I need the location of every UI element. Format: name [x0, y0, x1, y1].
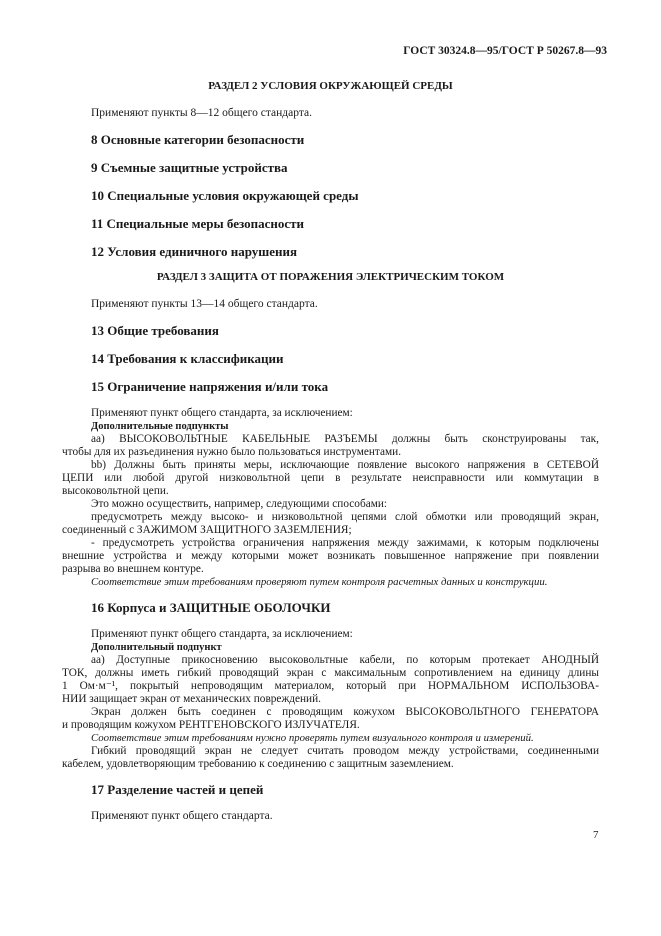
- clause-15-bb-line-2: ЦЕПИ или любой другой низковольтной цепи в результате неисправности или коммутации в: [62, 472, 599, 484]
- heading-11: 11 Специальные меры безопасности: [91, 216, 305, 231]
- clause-15-bb-line-3: высоковольтной цепи.: [62, 485, 169, 497]
- clause-16-screen-line-1: Экран должен быть соединен с проводящим кожухом ВЫСОКОВОЛЬТНОГО ГЕНЕРАТОРА: [91, 706, 599, 718]
- clause-15-aa-line-2: чтобы для их разъединения нужно было пользоваться инструментами.: [62, 446, 402, 458]
- heading-15: 15 Ограничение напряжения и/или тока: [91, 379, 329, 394]
- clause-16-aa-line-3: 1 Ом·м⁻¹, покрытый непроводящим материалом, который при НОРМАЛЬНОМ ИСПОЛЬЗОВА-: [62, 680, 599, 692]
- page-header: ГОСТ 30324.8—95/ГОСТ Р 50267.8—93: [403, 45, 607, 57]
- clause-16-aa-line-4: НИИ защищает экран от механических повреждений.: [62, 693, 321, 705]
- clause-16-screen-line-2: и проводящим кожухом РЕНТГЕНОВСКОГО ИЗЛУЧАТЕЛЯ.: [62, 719, 360, 731]
- clause-15-way-2-line-3: разрыва во внешнем контуре.: [62, 563, 204, 575]
- clause-16-aa-line-2: ТОК, должны иметь гибкий проводящий экран с максимальным сопротивлением на единицу длины: [62, 667, 599, 679]
- heading-8: 8 Основные категории безопасности: [91, 132, 305, 147]
- clause-15-way-1-line-1: предусмотреть между высоко- и низковольтной цепями слой обмотки или проводящий экран,: [91, 511, 599, 523]
- clause-16-flex-line-2: кабелем, удовлетворяющим требованию к соединению с защитным заземлением.: [62, 758, 454, 770]
- page-number: 7: [593, 829, 599, 841]
- clause-15-way-2-line-1: - предусмотреть устройства ограничения напряжения между зажимами, к которым подключены: [91, 537, 599, 549]
- clause-17-intro: Применяют пункт общего стандарта.: [91, 810, 273, 822]
- heading-16: 16 Корпуса и ЗАЩИТНЫЕ ОБОЛОЧКИ: [91, 600, 331, 615]
- clause-15-subclause-label: Дополнительные подпункты: [91, 421, 229, 432]
- section-2-intro: Применяют пункты 8—12 общего стандарта.: [91, 107, 312, 119]
- clause-16-subclause-label: Дополнительный подпункт: [91, 642, 222, 653]
- clause-15-bb-line-1: bb) Должны быть приняты меры, исключающие появление высокого напряжения в СЕТЕВОЙ: [91, 459, 599, 471]
- clause-16-intro: Применяют пункт общего стандарта, за исключением:: [91, 628, 353, 640]
- clause-15-ways: Это можно осуществить, например, следующими способами:: [91, 498, 388, 510]
- clause-15-compliance: Соответствие этим требованиям проверяют путем контроля расчетных данных и конструкции.: [91, 576, 548, 588]
- heading-12: 12 Условия единичного нарушения: [91, 244, 298, 259]
- clause-15-way-2-line-2: внешние устройства и между которыми может возникать повышенное напряжение при появлении: [62, 550, 599, 562]
- section-3-title: РАЗДЕЛ 3 ЗАЩИТА ОТ ПОРАЖЕНИЯ ЭЛЕКТРИЧЕСКИМ ТОКОМ: [156, 271, 505, 283]
- heading-9: 9 Съемные защитные устройства: [91, 160, 288, 175]
- clause-15-intro: Применяют пункт общего стандарта, за исключением:: [91, 407, 353, 419]
- heading-13: 13 Общие требования: [91, 323, 219, 338]
- clause-16-aa-line-1: аа) Доступные прикосновению высоковольтные кабели, по которым протекает АНОДНЫЙ: [91, 654, 599, 666]
- clause-15-aa-line-1: аа) ВЫСОКОВОЛЬТНЫЕ КАБЕЛЬНЫЕ РАЗЪЕМЫ должны быть сконструированы так,: [91, 433, 599, 445]
- clause-16-compliance: Соответствие этим требованиям нужно проверять путем визуального контроля и измерений.: [91, 732, 534, 744]
- clause-15-way-1-line-2: соединенный с ЗАЖИМОМ ЗАЩИТНОГО ЗАЗЕМЛЕНИЯ;: [62, 524, 352, 536]
- section-2-title: РАЗДЕЛ 2 УСЛОВИЯ ОКРУЖАЮЩЕЙ СРЕДЫ: [208, 80, 453, 92]
- heading-17: 17 Разделение частей и цепей: [91, 782, 264, 797]
- heading-10: 10 Специальные условия окружающей среды: [91, 188, 359, 203]
- heading-14: 14 Требования к классификации: [91, 351, 284, 366]
- clause-16-flex-line-1: Гибкий проводящий экран не следует считать проводом между устройствами, соединенными: [91, 745, 599, 757]
- section-3-intro: Применяют пункты 13—14 общего стандарта.: [91, 298, 318, 310]
